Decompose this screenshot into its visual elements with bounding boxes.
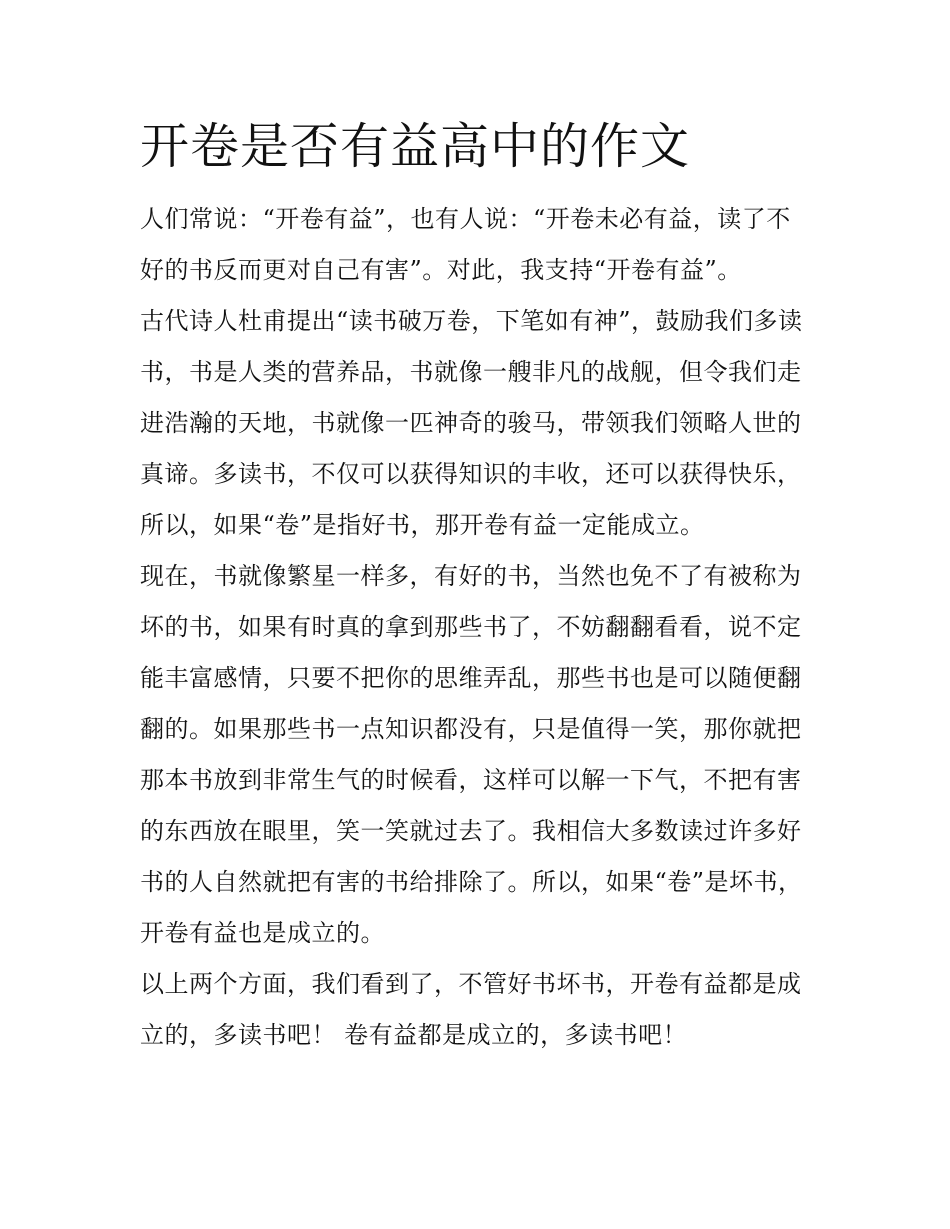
text-line: 所以，如果“卷”是指好书，那开卷有益一定能成立。 (140, 511, 705, 539)
text-line: 书的人自然就把有害的书给排除了。所以，如果“卷”是坏书， (140, 868, 803, 896)
text-line: 开卷有益也是成立的。 (140, 919, 385, 947)
text-line: 立的，多读书吧！ 卷有益都是成立的，多读书吧！ (140, 1021, 688, 1049)
text-line: 好的书反而更对自己有害”。对此，我支持“开卷有益”。 (140, 256, 742, 284)
paragraph-3 (140, 551, 830, 959)
text-line: 真谛。多读书，不仅可以获得知识的丰收，还可以获得快乐， (140, 460, 802, 488)
paragraph-4 (140, 959, 830, 1061)
document-title: 开卷是否有益高中的作文 (140, 118, 691, 175)
text-line: 那本书放到非常生气的时候看，这样可以解一下气，不把有害 (140, 766, 802, 794)
text-line: 进浩瀚的天地，书就像一匹神奇的骏马，带领我们领略人世的 (140, 409, 802, 437)
text-line: 翻的。如果那些书一点知识都没有，只是值得一笑，那你就把 (140, 715, 802, 743)
text-line: 书，书是人类的营养品，书就像一艘非凡的战舰，但令我们走 (140, 358, 802, 386)
paragraph-2 (140, 296, 830, 551)
text-line: 坏的书，如果有时真的拿到那些书了，不妨翻翻看看，说不定 (140, 613, 802, 641)
text-line: 人们常说：“开卷有益”，也有人说：“开卷未必有益，读了不 (140, 205, 791, 233)
text-line: 的东西放在眼里，笑一笑就过去了。我相信大多数读过许多好 (140, 817, 802, 845)
text-line: 古代诗人杜甫提出“读书破万卷，下笔如有神”，鼓励我们多读 (140, 307, 803, 335)
paragraph-1 (140, 194, 830, 296)
text-line: 以上两个方面，我们看到了，不管好书坏书，开卷有益都是成 (140, 970, 802, 998)
text-line: 现在，书就像繁星一样多，有好的书，当然也免不了有被称为 (140, 562, 802, 590)
text-line: 能丰富感情，只要不把你的思维弄乱，那些书也是可以随便翻 (140, 664, 802, 692)
document-page (140, 112, 830, 1061)
